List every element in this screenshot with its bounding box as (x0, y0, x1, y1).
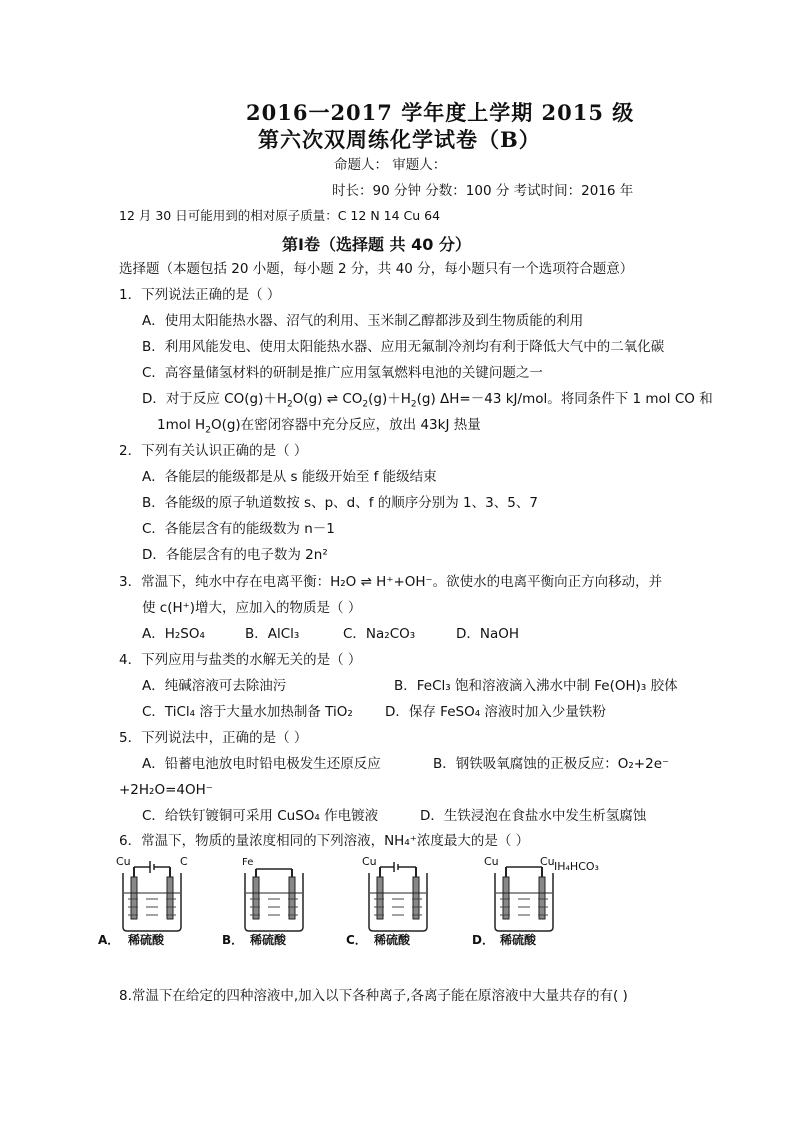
q5-option-b: B．钢铁吸氧腐蚀的正极反应：O₂+2e⁻ (433, 756, 670, 772)
q1-d-pre: D．对于反应 CO(g)＋H (142, 391, 287, 407)
nh4hco3-overlap-label: IH₄HCO₃ (554, 860, 599, 873)
q2-option-d: D．各能层含有的电子数为 2n² (142, 547, 328, 563)
q1-d-mid: O(g) ⇌ CO (292, 391, 363, 407)
q5-option-a: A．铅蓄电池放电时铅电极发生还原反应 (142, 756, 381, 772)
q3-stem-line2: 使 c(H⁺)增大，应加入的物质是（ ） (142, 600, 362, 616)
q6-stem: 6．常温下，物质的量浓度相同的下列溶液，NH₄⁺浓度最大的是（ ） (119, 833, 530, 849)
beaker-a-right-label: C (180, 855, 188, 868)
q8-stem: 8.常温下在给定的四种溶液中,加入以下各种离子,各离子能在原溶液中大量共存的有( ) (119, 988, 628, 1004)
q4-option-b: B．FeCl₃ 饱和溶液滴入沸水中制 Fe(OH)₃ 胶体 (394, 678, 678, 694)
q1-stem: 1．下列说法正确的是（ ） (119, 287, 281, 303)
authors-line: 命题人： 审题人： (334, 157, 447, 173)
exam-meta-cont: 12 月 30 日可能用到的相对原子质量：C 12 N 14 Cu 64 (119, 208, 441, 223)
exam-meta: 时长：90 分钟 分数：100 分 考试时间：2016 年 (332, 183, 634, 199)
q2-stem: 2．下列有关认识正确的是（ ） (119, 443, 308, 459)
q5-stem: 5．下列说法中，正确的是（ ） (119, 730, 308, 746)
q6-diagram-c (344, 855, 464, 950)
beaker-d-left-label: Cu (484, 855, 499, 868)
q4-option-c: C．TiCl₄ 溶于大量水加热制备 TiO₂ (142, 704, 353, 720)
q6-diagram-b (220, 855, 340, 950)
q1-option-d (142, 390, 713, 414)
section-instructions: 选择题（本题包括 20 小题，每小题 2 分，共 40 分，每小题只有一个选项符合题意） (119, 261, 634, 277)
beaker-a-solution: 稀硫酸 (128, 933, 165, 947)
q1-d2-post: O(g)在密闭容器中充分反应，放出 43kJ 热量 (210, 417, 481, 433)
q1-d-sub2: 2 (362, 399, 369, 410)
q1-option-b: B．利用风能发电、使用太阳能热水器、应用无氟制冷剂均有利于降低大气中的二氧化碳 (142, 339, 665, 355)
q2-option-c: C．各能层含有的能级数为 n－1 (142, 521, 335, 537)
beaker-b-left-label: Fe (242, 857, 254, 868)
beaker-d-solution: 稀硫酸 (500, 933, 537, 947)
exam-title-line1: 2016一2017 学年度上学期 2015 级 (246, 100, 635, 125)
q4-stem: 4．下列应用与盐类的水解无关的是（ ） (119, 652, 362, 668)
q1-d-post: (g) ΔH=－43 kJ/mol。将同条件下 1 mol CO 和 (416, 391, 713, 407)
q4-option-a: A．纯碱溶液可去除油污 (142, 678, 287, 694)
q3-option-c: C．Na₂CO₃ (343, 626, 416, 642)
beaker-d-right-label: Cu (540, 855, 555, 868)
q1-d2-sub: 2 (205, 425, 211, 436)
q1-d2-pre: 1mol H (157, 417, 206, 433)
q3-stem-line1: 3．常温下，纯水中存在电离平衡：H₂O ⇌ H⁺+OH⁻。欲使水的电离平衡向正方向移动，并 (119, 574, 663, 590)
beaker-c-left-label: Cu (362, 855, 377, 868)
q1-option-a: A．使用太阳能热水器、沼气的利用、玉米制乙醇都涉及到生物质能的利用 (142, 313, 584, 329)
q6-diagram-d (470, 855, 620, 950)
q3-option-a: A．H₂SO₄ (142, 626, 205, 642)
q5-option-b-cont: +2H₂O=4OH⁻ (119, 782, 213, 798)
beaker-c-solution: 稀硫酸 (374, 933, 411, 947)
q1-option-d-cont (157, 416, 481, 440)
exam-title-line2: 第六次双周练化学试卷（B） (258, 127, 541, 152)
q5-option-c: C．给铁钉镀铜可采用 CuSO₄ 作电镀液 (142, 808, 379, 824)
q4-option-d: D．保存 FeSO₄ 溶液时加入少量铁粉 (385, 704, 606, 720)
beaker-a-option: A． (98, 933, 120, 947)
q1-d-mid2: (g)＋H (368, 391, 411, 407)
section-title: 第Ⅰ卷（选择题 共 40 分） (282, 235, 471, 254)
q2-option-b: B．各能级的原子轨道数按 s、p、d、f 的顺序分别为 1、3、5、7 (142, 495, 538, 511)
q1-option-c: C．高容量储氢材料的研制是推广应用氢氧燃料电池的关键问题之一 (142, 365, 543, 381)
beaker-a-left-label: Cu (116, 855, 131, 868)
beaker-b-option: B． (222, 933, 244, 947)
q6-diagram-a (98, 855, 218, 950)
q3-option-d: D．NaOH (456, 626, 520, 642)
q3-option-b: B．AlCl₃ (245, 626, 300, 642)
beaker-b-solution: 稀硫酸 (250, 933, 287, 947)
beaker-d-option: D． (472, 933, 494, 947)
q1-d-sub3: 2 (410, 399, 417, 410)
q2-option-a: A．各能层的能级都是从 s 能级开始至 f 能级结束 (142, 469, 437, 485)
q5-option-d: D．生铁浸泡在食盐水中发生析氢腐蚀 (420, 808, 647, 824)
q1-d-sub1: 2 (287, 399, 293, 410)
beaker-c-option: C． (346, 933, 367, 947)
